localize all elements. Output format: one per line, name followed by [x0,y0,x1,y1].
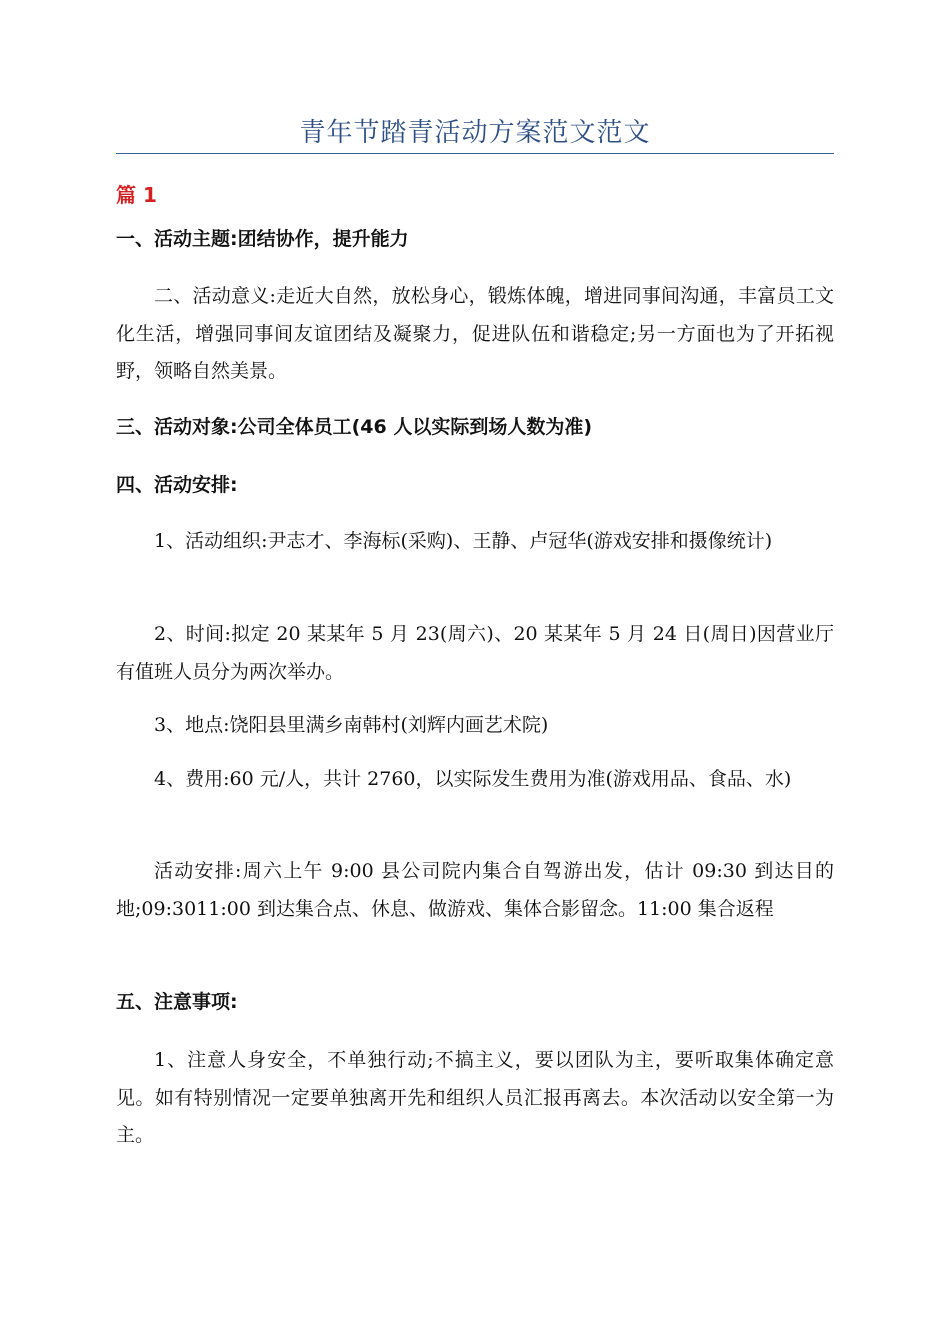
heading-notice: 五、注意事项: [116,991,238,1013]
heading-arrangement: 四、活动安排: [116,474,238,496]
paragraph-organize: 1、活动组织:尹志才、李海标(采购)、王静、卢冠华(游戏安排和摄像统计) [154,530,773,552]
paragraph-time: 2、时间:拟定 20 某某年 5 月 23(周六)、20 某某年 5 月 24 日(周日)因营业厅有值班人员分为两次举办。 [116,623,834,683]
paragraph-notice: 1、注意人身安全，不单独行动;不搞主义，要以团队为主，要听取集体确定意见。如有特别情况一定要单独离开先和组织人员汇报再离去。本次活动以安全第一为主。 [116,1049,834,1146]
paragraph-place: 3、地点:饶阳县里满乡南韩村(刘辉内画艺术院) [154,714,549,736]
paragraph-cost: 4、费用:60 元/人，共计 2760，以实际发生费用为准(游戏用品、食品、水) [154,768,792,790]
paragraph-purpose: 二、活动意义:走近大自然，放松身心，锻炼体魄，增进同事间沟通，丰富员工文化生活，增强同事间友谊团结及凝聚力，促进队伍和谐稳定;另一方面也为了开拓视野，领略自然美景。 [116,285,834,382]
paragraph-schedule: 活动安排:周六上午 9:00 县公司院内集合自驾游出发，估计 09:30 到达目的地;09:3011:00 到达集合点、休息、做游戏、集体合影留念。11:00 集合返程 [116,860,834,920]
heading-audience: 三、活动对象:公司全体员工(46 人以实际到场人数为准) [116,416,593,438]
section-label: 篇 1 [116,183,157,207]
document-title: 青年节踏青活动方案范文范文 [299,118,651,148]
heading-theme: 一、活动主题:团结协作，提升能力 [116,228,409,250]
title-underline [116,153,834,154]
